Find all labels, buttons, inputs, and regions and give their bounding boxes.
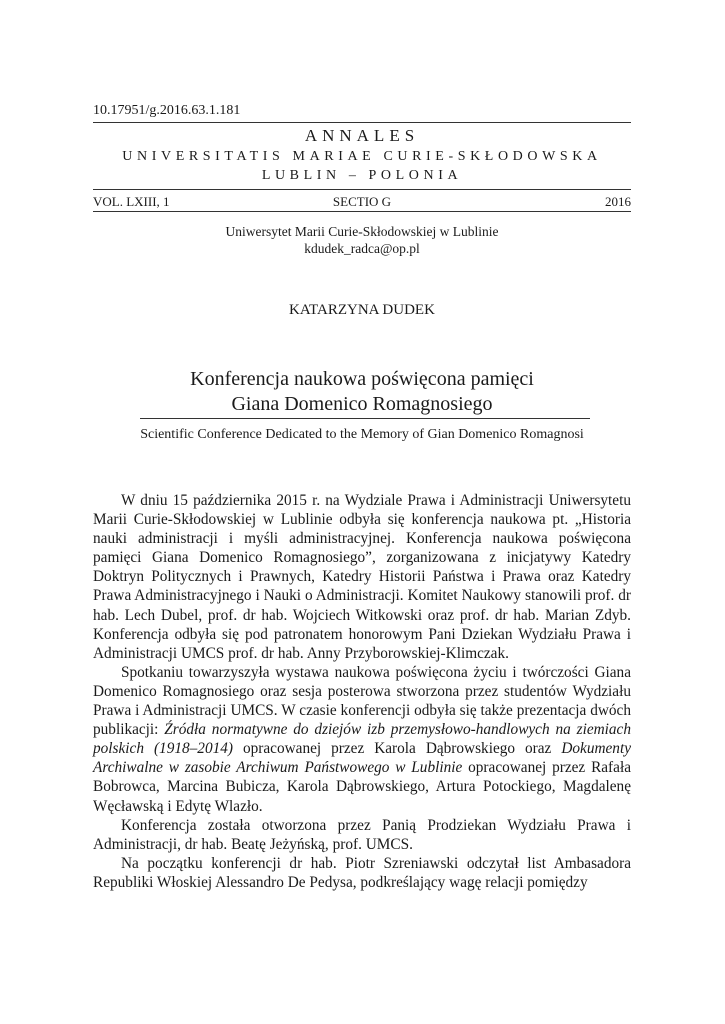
english-title: Scientific Conference Dedicated to the Memory of Gian Domenico Romagnosi — [140, 427, 584, 442]
paragraph-2-text-a: Spotkaniu towarzyszyła wystawa naukowa poświęcona życiu i twórczości Giana Domenico Romagnosiego oraz sesja posterowa stworzona przez studentów Wydziału Prawa i Administracji UMCS. W czasie konferencji odbyła się także prezentacja dwóch publikacji: — [93, 663, 631, 739]
paragraph-2 — [93, 663, 631, 816]
volume: VOL. LXIII, 1 — [93, 194, 170, 209]
title-line-1: Konferencja naukowa poświęcona pamięci — [190, 368, 534, 390]
paragraph-4: Na początku konferencji dr hab. Piotr Szreniawski odczytał list Ambasadora Republiki Włoskiej Alessandro De Pedysa, podkreślający wagę relacji pomiędzy — [93, 854, 631, 891]
publication-title-1: Źródła normatywne do dziejów izb przemysłowo-handlowych na ziemiach polskich (1918–2014) — [93, 721, 631, 758]
affiliation — [93, 223, 631, 257]
affiliation-institution: Uniwersytet Marii Curie-Skłodowskiej w Lublinie — [225, 224, 499, 239]
article-title — [93, 367, 631, 417]
paragraph-3: Konferencja została otworzona przez Panią Prodziekan Wydziału Prawa i Administracji, dr hab. Beatę Jeżyńską, prof. UMCS. — [93, 816, 631, 853]
article-body — [93, 491, 631, 892]
title-line-2: Giana Domenico Romagnosiego — [231, 393, 493, 415]
city-line: LUBLIN – POLONIA — [261, 168, 463, 183]
doi: 10.17951/g.2016.63.1.181 — [93, 103, 241, 118]
publication-title-2: Dokumenty Archiwalne w zasobie Archiwum Państwowego w Lublinie — [93, 740, 631, 777]
header-top-rule — [93, 122, 631, 123]
section: SECTIO G — [332, 194, 392, 209]
university-name: UNIVERSITATIS MARIAE CURIE-SKŁODOWSKA — [122, 149, 602, 164]
header-mid-rule — [93, 189, 631, 190]
affiliation-email: kdudek_radca@op.pl — [304, 241, 420, 256]
year: 2016 — [605, 194, 631, 209]
journal-name: ANNALES — [304, 126, 420, 145]
paragraph-2-text-c: opracowanej przez Karola Dąbrowskiego oraz — [233, 740, 562, 758]
header-bottom-rule — [93, 211, 631, 212]
paragraph-1: W dniu 15 października 2015 r. na Wydziale Prawa i Administracji Uniwersytetu Marii Curie-Skłodowskiej w Lublinie odbyła się konferencja naukowa pt. „Historia nauki administracji i myśli administracyjnej. Konferencja naukowa poświęcona pamięci Giana Domenico Romagnosiego”, zorganizowana z inicjatywy Katedry Doktryn Politycznych i Prawnych, Katedry Historii Państwa i Prawa oraz Katedry Prawa Administracyjnego i Nauki o Administracji. Komitet Naukowy stanowili prof. dr hab. Lech Dubel, prof. dr hab. Wojciech Witkowski oraz prof. dr hab. Marian Zdyb. Konferencja odbyła się pod patronatem honorowym Pani Dziekan Wydziału Prawa i Administracji UMCS prof. dr hab. Anny Przyborowskiej-Klimczak. — [93, 492, 631, 662]
title-rule — [140, 418, 590, 419]
author-name: KATARZYNA DUDEK — [289, 302, 435, 318]
paragraph-2-text-e: opracowanej przez Rafała Bobrowca, Marcina Bubicza, Karola Dąbrowskiego, Artura Potockiego, Magdalenę Węcławską i Edytę Wlazło. — [93, 759, 631, 815]
